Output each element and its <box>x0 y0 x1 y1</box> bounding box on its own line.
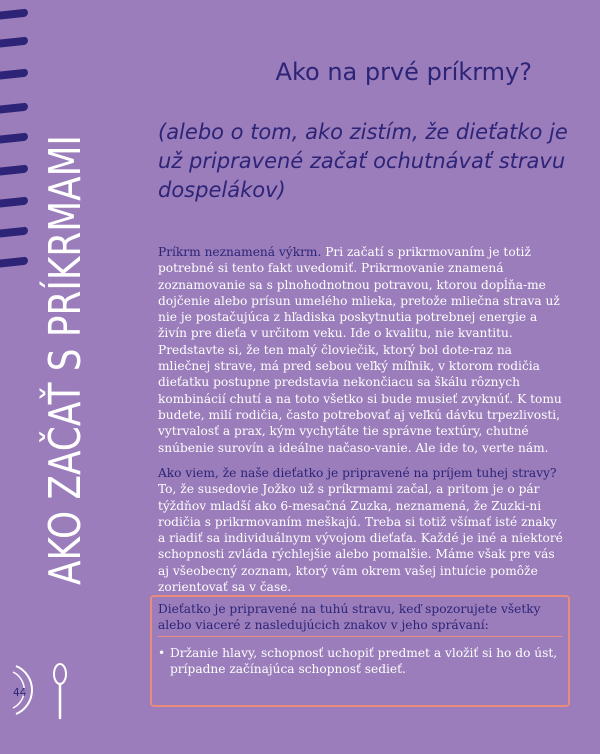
signs-box-divider <box>158 636 562 637</box>
paragraph-readiness-highlight: Ako viem, že naše dieťatko je pripravené na príjem tuhej stravy? <box>158 466 557 480</box>
side-title-text: AKO ZAČAŤ S PRÍKRMAMI <box>40 130 91 585</box>
side-title <box>22 130 102 590</box>
paragraph-intro <box>158 244 568 456</box>
paragraph-readiness <box>158 465 568 595</box>
paragraph-readiness-text: To, že susedovie Jožko už s príkrmami začal, a pritom je o pár týždňov mladší ako 6-mesačná Zuzka, neznamená, že Zuzki-ni rodičia s prikrmovaním meškajú. Treba si totiž všímať isté znaky a riadiť sa individuálnym vývojom dieťaťa. Každé je iné a niektoré schopnosti zvláda rýchlejšie alebo pomalšie. Máme však pre vás aj všeobecný zoznam, ktorý vám okrem vašej intuície pomôže zorientovať sa v čase. <box>158 482 563 595</box>
page-title: Ako na prvé príkrmy? <box>275 58 532 86</box>
page-subtitle: (alebo o tom, ako zistím, že dieťatko je už pripravené začať ochutnávať stravu dospelákov) <box>158 120 568 202</box>
list-item <box>158 645 562 678</box>
list-item-text: Držanie hlavy, schopnosť uchopiť predmet a vložiť si ho do úst, prípadne začínajúca schopnosť sedieť. <box>170 646 558 677</box>
page-number: 44 <box>13 687 27 699</box>
signs-box-intro: Dieťatko je pripravené na tuhú stravu, keď spozorujete všetky alebo viaceré z nasledujúcich znakov v jeho správaní: <box>158 602 541 633</box>
bullet-icon: • <box>158 646 166 660</box>
paragraph-intro-text: Pri začatí s prikrmovaním je totiž potrebné si tento fakt uvedomiť. Prikrmovanie znamená zoznamovanie sa s plnohodnotnou potravou, ktorou dopĺňa-me dojčenie alebo prísun umelého mlieka, pretože mliečna strava už nie je postačujúca z hľadiska poskytnutia potrebnej energie a živín pre dieťa v určitom veku. Ide o kvalitu, nie kvantitu. Predstavte si, že ten malý človiečik, ktorý bol dote-raz na mliečnej strave, má pred sebou veľký míľnik, v ktorom rodičia dieťatku postupne predstavia nekončiacu sa škálu rôznych kombinácií chutí a na toto všetko si bude musieť zvyknúť. K tomu budete, milí rodičia, často potrebovať aj veľkú dávku trpezlivosti, vytrvalosť a prax, kým vychytáte tie správne textúry, chutné snúbenie surovín a ideálne načaso-vanie. Ale ide to, verte nám. <box>158 245 562 455</box>
paragraph-intro-highlight: Príkrm neznamená výkrm. <box>158 245 322 259</box>
